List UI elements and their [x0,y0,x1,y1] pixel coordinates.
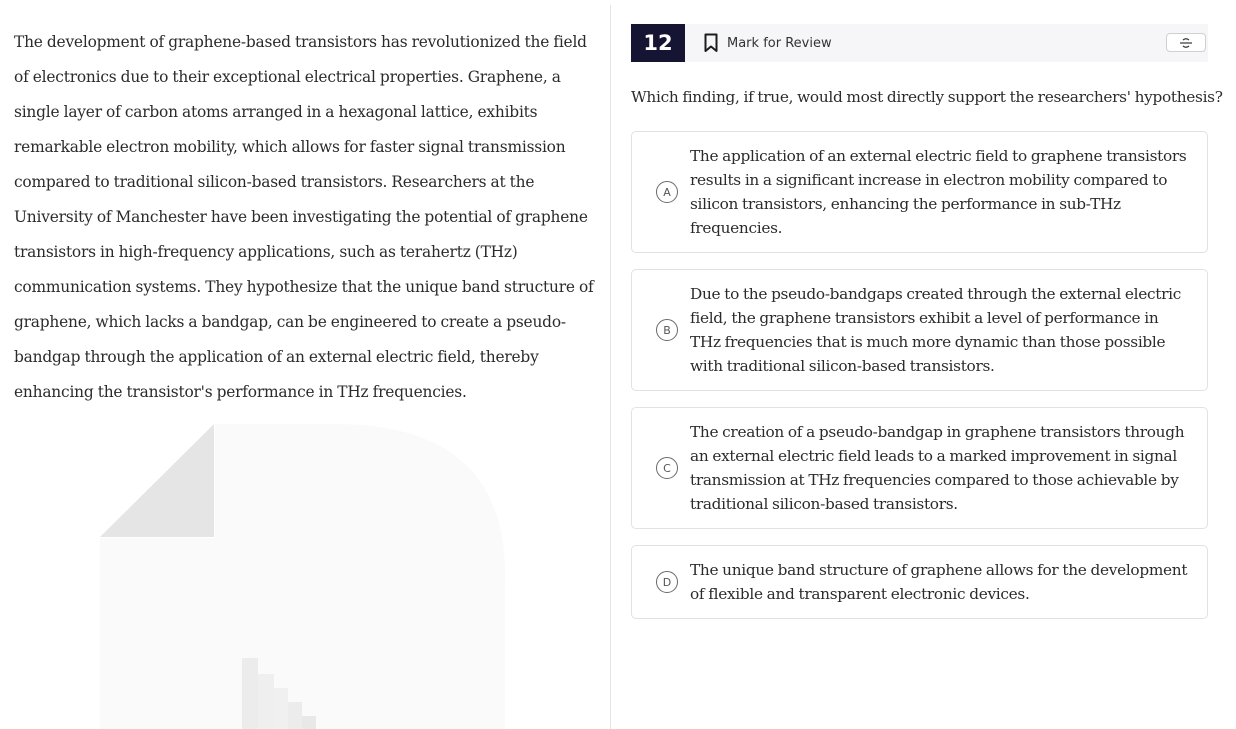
choice-letter-b: B [656,319,678,341]
strikethrough-icon [1179,37,1193,49]
choice-letter-a: A [656,181,678,203]
answer-choice-c[interactable] [631,407,1208,529]
question-header [631,24,1208,62]
choice-letter-c: C [656,457,678,479]
strikethrough-toggle-button[interactable] [1166,33,1206,52]
mark-for-review-button[interactable] [703,24,832,62]
question-pane [631,0,1223,729]
choice-text-b: Due to the pseudo-bandgaps created through the external electric field, the graphene transistors exhibit a level of performance in THz frequencies that is much more dynamic than those possible with traditional silicon-based transistors. [690,285,1181,375]
bookmark-icon [703,33,719,53]
question-number: 12 [631,24,685,62]
pane-divider [610,5,611,729]
choice-text-c: The creation of a pseudo-bandgap in graphene transistors through an external electric field leads to a marked improvement in signal transmission at THz frequencies compared to those achievable by traditional silicon-based transistors. [690,423,1185,513]
answer-choice-a[interactable] [631,131,1208,253]
watermark-graphic [100,424,510,729]
mark-for-review-label: Mark for Review [727,35,832,51]
choice-text-a: The application of an external electric field to graphene transistors results in a significant increase in electron mobility compared to silicon transistors, enhancing the performance in sub-THz frequencies. [690,147,1187,237]
choice-text-d: The unique band structure of graphene allows for the development of flexible and transparent electronic devices. [690,561,1188,603]
choice-letter-d: D [656,571,678,593]
answer-choice-b[interactable] [631,269,1208,391]
passage-pane [0,0,610,729]
answer-choice-d[interactable] [631,545,1208,619]
passage-text: The development of graphene-based transistors has revolutionized the field of electronics due to their exceptional electrical properties. Graphene, a single layer of carbon atoms arranged in a hexagonal lattice, exhibits remarkable electron mobility, which allows for faster signal transmission compared to traditional silicon-based transistors. Researchers at the University of Manchester have been investigating the potential of graphene transistors in high-frequency applications, such as terahertz (THz) communication systems. They hypothesize that the unique band structure of graphene, which lacks a bandgap, can be engineered to create a pseudo-bandgap through the application of an external electric field, thereby enhancing the transistor's performance in THz frequencies. [14,33,594,401]
question-prompt: Which finding, if true, would most directly support the researchers' hypothesis? [631,88,1223,106]
